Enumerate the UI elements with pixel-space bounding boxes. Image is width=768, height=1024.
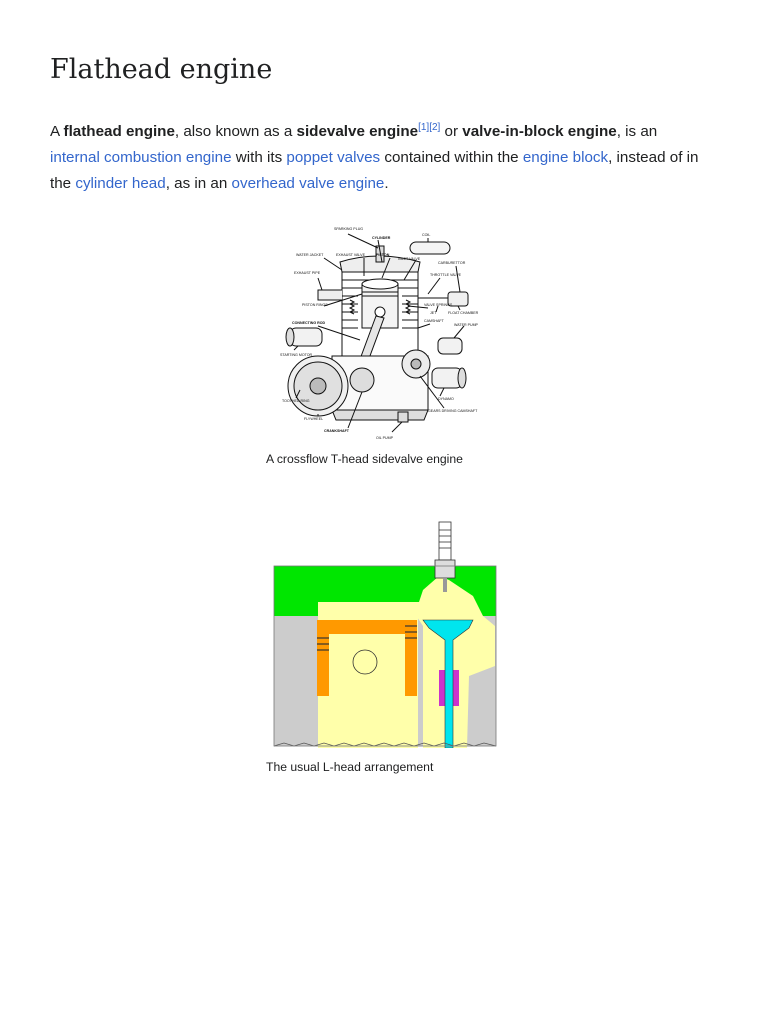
citations [418,122,440,133]
spark-plug-hex [435,560,455,578]
label-flywheel: FLYWHEEL [304,417,324,421]
intro-text: , as in an [165,175,232,192]
figure-caption: A crossflow T-head sidevalve engine [266,452,463,466]
label-cylinder: CYLINDER [372,236,391,240]
citation-link-1[interactable]: [1] [418,121,430,133]
spark-plug [439,522,451,560]
intro-paragraph [50,119,710,197]
label-piston: PISTON [376,253,390,257]
label-float-chamber: FLOAT CHAMBER [448,311,479,315]
label-dynamo: DYNAMO [438,397,454,401]
link-overhead-valve-engine[interactable]: overhead valve engine [231,175,385,192]
label-exhaust-pipe: EXHAUST PIPE [294,271,321,275]
link-poppet-valves[interactable]: poppet valves [286,149,381,166]
gudgeon-pin [353,650,377,674]
intro-text: or [440,123,463,140]
citation-link-2[interactable]: [2] [429,121,441,133]
link-cylinder-head[interactable]: cylinder head [75,175,166,192]
label-water-jacket: WATER JACKET [296,253,324,257]
label-connecting-rod: CONNECTING ROD [292,321,326,325]
intro-text: A [50,123,64,140]
intro-text: contained within the [380,149,523,166]
label-coil: COIL [422,233,431,237]
label-camshaft: CAMSHAFT [424,319,444,323]
intro-text: . [384,175,389,192]
intro-text: , also known as a [174,123,297,140]
label-gears-driving-camshaft: GEARS DRIVING CAMSHAFT [428,409,478,413]
label-crankshaft: CRANKSHAFT [324,429,349,433]
page-title: Flathead engine [50,54,273,85]
link-engine-block[interactable]: engine block [522,149,609,166]
label-sparking-plug: SPARKING PLUG [334,227,364,231]
label-oil-pump: OIL PUMP [376,436,394,440]
t-head-engine-diagram[interactable] [278,220,490,442]
intro-text: , is an [616,123,658,140]
intro-text: , instead of in the [50,149,699,192]
term-valve-in-block-engine: valve-in-block engine [462,123,617,140]
l-head-drawing [274,522,496,748]
label-water-pump: WATER PUMP [454,323,478,327]
piston-region [318,614,418,748]
label-toothed-ring: TOOTHED RING [282,399,310,403]
term-sidevalve-engine: sidevalve engine [296,123,419,140]
term-flathead-engine: flathead engine [63,123,175,140]
label-piston-rings: PISTON RINGS [302,303,328,307]
intro-text: with its [231,149,287,166]
label-exhaust-valve: EXHAUST VALVE [336,253,365,257]
label-starting-motor: STARTING MOTOR [280,353,313,357]
label-carburettor: CARBURETTOR [438,261,466,265]
figure-caption: The usual L-head arrangement [266,760,434,774]
l-head-arrangement-diagram[interactable] [273,516,497,748]
label-inlet-valve: INLET VALVE [398,257,421,261]
label-jet: JET [430,311,437,315]
link-internal-combustion-engine[interactable]: internal combustion engine [50,149,232,166]
label-valve-springs: VALVE SPRINGS [424,303,453,307]
label-throttle-valve: THROTTLE VALVE [430,273,462,277]
